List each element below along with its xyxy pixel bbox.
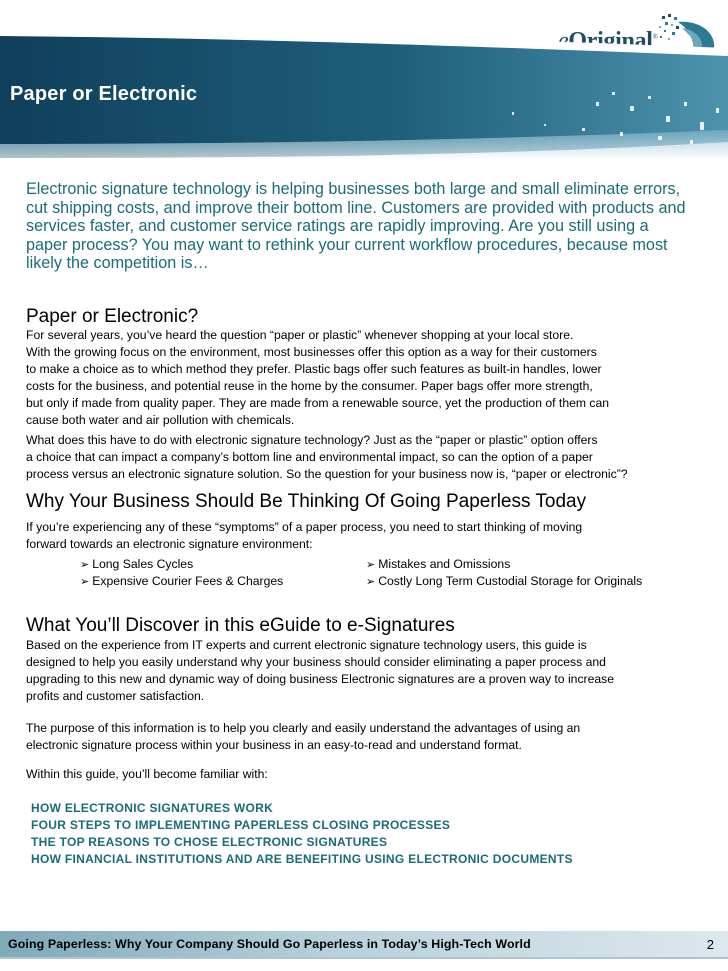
text-line: forward towards an electronic signature environment: xyxy=(26,537,313,551)
paper-plastic-paragraph xyxy=(26,327,706,429)
intro-paragraph: Electronic signature technology is helping businesses both large and small eliminate errors, cut shipping costs, and improve their bottom line. Customers are provided with products and services faster, and customer service ratings are rapidly improving. Are you still using a paper process? You may want to rethink your current workflow procedures, because most likely the competition is… xyxy=(26,180,686,273)
footer-divider xyxy=(0,957,728,959)
bullet-label: Expensive Courier Fees & Charges xyxy=(92,574,284,588)
list-item xyxy=(366,573,642,591)
text-line: costs for the business, and potential reuse in the home by the consumer. Paper bags offer more strength, xyxy=(26,379,593,393)
text-line: cause both water and air pollution with chemicals. xyxy=(26,413,295,427)
section-heading-why-paperless: Why Your Business Should Be Thinking Of Going Paperless Today xyxy=(26,491,587,512)
text-line: What does this have to do with electronic signature technology? Just as the “paper or plastic” option offers xyxy=(26,433,598,447)
text-line: If you’re experiencing any of these “symptoms” of a paper process, you need to start thinking of moving xyxy=(26,520,583,534)
logo-name: Original xyxy=(568,28,653,54)
text-line: a choice that can impact a company’s bottom line and environmental impact, so can the option of a paper xyxy=(26,450,593,464)
topic-item: FOUR STEPS TO IMPLEMENTING PAPERLESS CLOSING PROCESSES xyxy=(31,818,451,832)
list-item xyxy=(366,556,510,574)
text-line: profits and customer satisfaction. xyxy=(26,689,205,703)
logo-prefix: e xyxy=(558,28,569,54)
page-footer xyxy=(0,931,728,957)
text-line: but only if made from quality paper. They are made from a renewable source, yet the production of them can xyxy=(26,396,610,410)
text-line: process versus an electronic signature solution. So the question for your business now is, “paper or electronic”? xyxy=(26,467,628,481)
page-title: Paper or Electronic xyxy=(10,83,198,105)
topic-item: HOW FINANCIAL INSTITUTIONS AND ARE BENEFITING USING ELECTRONIC DOCUMENTS xyxy=(31,852,573,866)
section-heading-paper-or-electronic: Paper or Electronic? xyxy=(26,306,199,327)
symptoms-paragraph xyxy=(26,519,706,553)
footer-title: Going Paperless: Why Your Company Should Go Paperless in Today’s High-Tech World xyxy=(8,937,531,951)
text-line: With the growing focus on the environment, most businesses offer this option as a way for their customers xyxy=(26,345,597,359)
bullet-label: Mistakes and Omissions xyxy=(378,557,511,571)
intro-block xyxy=(26,180,686,273)
list-item xyxy=(80,573,283,591)
arrow-bullet-icon: ➢ xyxy=(366,559,376,571)
logo-registered-mark: ® xyxy=(652,33,658,41)
arrow-bullet-icon: ➢ xyxy=(366,576,376,588)
arrow-bullet-icon: ➢ xyxy=(80,576,90,588)
text-line: For several years, you’ve heard the question “paper or plastic” whenever shopping at your local store. xyxy=(26,328,574,342)
page-number: 2 xyxy=(706,937,714,952)
signature-comparison-paragraph xyxy=(26,432,706,483)
topic-item: HOW ELECTRONIC SIGNATURES WORK xyxy=(31,801,274,815)
guide-topics-list xyxy=(31,800,573,868)
bullet-label: Long Sales Cycles xyxy=(92,557,194,571)
list-item xyxy=(80,556,193,574)
text-line: electronic signature process within your business in an easy-to-read and understand format. xyxy=(26,738,522,752)
text-line: to make a choice as to which method they prefer. Plastic bags offer such features as built-in handles, lower xyxy=(26,362,602,376)
bullet-label: Costly Long Term Custodial Storage for Originals xyxy=(378,574,643,588)
arrow-bullet-icon: ➢ xyxy=(80,559,90,571)
text-line: designed to help you easily understand why your business should consider eliminating a paper process and xyxy=(26,655,606,669)
symptoms-list xyxy=(0,556,728,592)
topic-item: THE TOP REASONS TO CHOSE ELECTRONIC SIGNATURES xyxy=(31,835,388,849)
familiar-with-paragraph: Within this guide, you’ll become familiar with: xyxy=(26,767,268,781)
information-purpose-paragraph xyxy=(26,720,706,754)
text-line: Based on the experience from IT experts and current electronic signature technology users, this guide is xyxy=(26,638,587,652)
text-line: upgrading to this new and dynamic way of doing business Electronic signatures are a proven way to increase xyxy=(26,672,615,686)
guide-purpose-paragraph xyxy=(26,637,706,705)
section-heading-eguide: What You’ll Discover in this eGuide to e-Signatures xyxy=(26,615,455,636)
text-line: The purpose of this information is to help you clearly and easily understand the advantages of using an xyxy=(26,721,581,735)
